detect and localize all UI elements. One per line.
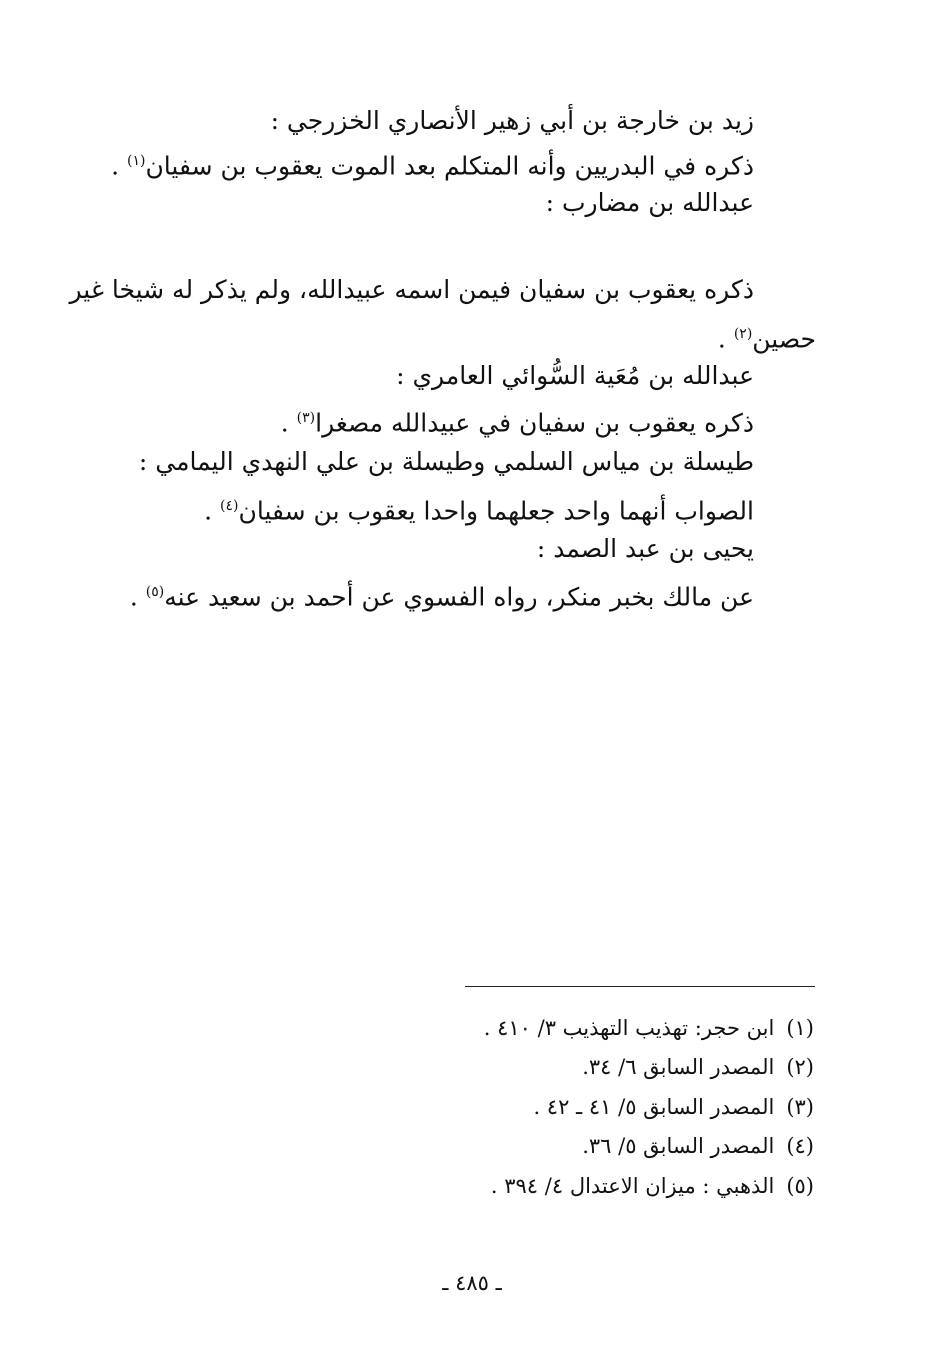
footnote-number: (٤): [786, 1134, 814, 1158]
entry-heading-zayd: [271, 101, 754, 141]
line-text: عن مالك بخبر منكر، رواه الفسوي عن أحمد بن سعيد عنه: [164, 582, 754, 612]
line-text: زيد بن خارجة بن أبي زهير الأنصاري الخزرجي :: [270, 106, 754, 135]
footnote-ref-3: (٣): [296, 410, 316, 426]
footnote-text: الذهبي : ميزان الاعتدال ٤/ ٣٩٤ .: [490, 1174, 775, 1198]
footnote-5: [491, 1169, 814, 1203]
line-text: عبدالله بن مُعَية السُّوائي العامري :: [396, 361, 754, 390]
entry-heading-taysala: [139, 442, 754, 482]
footnote-number: (٣): [786, 1095, 814, 1119]
footnote-number: (١): [786, 1016, 814, 1040]
footnote-text: المصدر السابق ٦/ ٣٤.: [582, 1055, 775, 1079]
line-end: .: [111, 151, 127, 181]
page-number: ـ ٤٨٥ ـ: [442, 1271, 502, 1295]
line-text: حصين: [752, 324, 816, 354]
footnote-3: [533, 1090, 814, 1124]
entry-body-continuation: [718, 314, 816, 359]
footnote-ref-1: (١): [126, 153, 146, 169]
entry-body-yahya: [130, 572, 754, 617]
entry-body-abdallah-mudarib: [69, 270, 754, 310]
footnote-ref-4: (٤): [220, 498, 239, 514]
footnote-separator: [465, 986, 815, 987]
line-end: .: [717, 324, 734, 354]
line-text: ذكره يعقوب بن سفيان في عبيدالله مصغرا: [315, 408, 754, 438]
line-text: ذكره في البدريين وأنه المتكلم بعد الموت يعقوب بن سفيان: [145, 151, 754, 181]
line-end: .: [280, 408, 297, 438]
footnote-number: (٢): [786, 1055, 814, 1079]
footnote-text: المصدر السابق ٥/ ٣٦.: [582, 1134, 775, 1158]
entry-body-taysala: [204, 486, 754, 531]
footnote-text: المصدر السابق ٥/ ٤١ ـ ٤٢ .: [533, 1095, 775, 1119]
footnote-number: (٥): [786, 1174, 814, 1198]
line-text: ذكره يعقوب بن سفيان فيمن اسمه عبيدالله، ولم يذكر له شيخا غير: [69, 275, 754, 304]
line-text: طيسلة بن مياس السلمي وطيسلة بن علي النهدي اليمامي :: [138, 447, 754, 476]
line-end: .: [204, 496, 221, 526]
line-end: .: [129, 582, 146, 612]
line-text: يحيى بن عبد الصمد :: [536, 534, 754, 563]
entry-body-abdallah-muayya: [281, 398, 754, 443]
entry-heading-abdallah-mudarib: [546, 183, 754, 223]
line-text: الصواب أنهما واحد جعلهما واحدا يعقوب بن سفيان: [238, 496, 754, 526]
entry-body-zayd: [111, 141, 754, 186]
footnote-text: ابن حجر: تهذيب التهذيب ٣/ ٤١٠ .: [483, 1016, 775, 1040]
footnote-2: [582, 1050, 814, 1084]
footnote-ref-2: (٢): [733, 326, 753, 342]
line-text: عبدالله بن مضارب :: [545, 188, 754, 217]
footnote-1: [484, 1011, 814, 1045]
footnote-ref-5: (٥): [145, 584, 165, 600]
footnote-4: [582, 1129, 814, 1163]
entry-heading-yahya: [537, 529, 754, 569]
entry-heading-abdallah-muayya: [396, 356, 754, 396]
